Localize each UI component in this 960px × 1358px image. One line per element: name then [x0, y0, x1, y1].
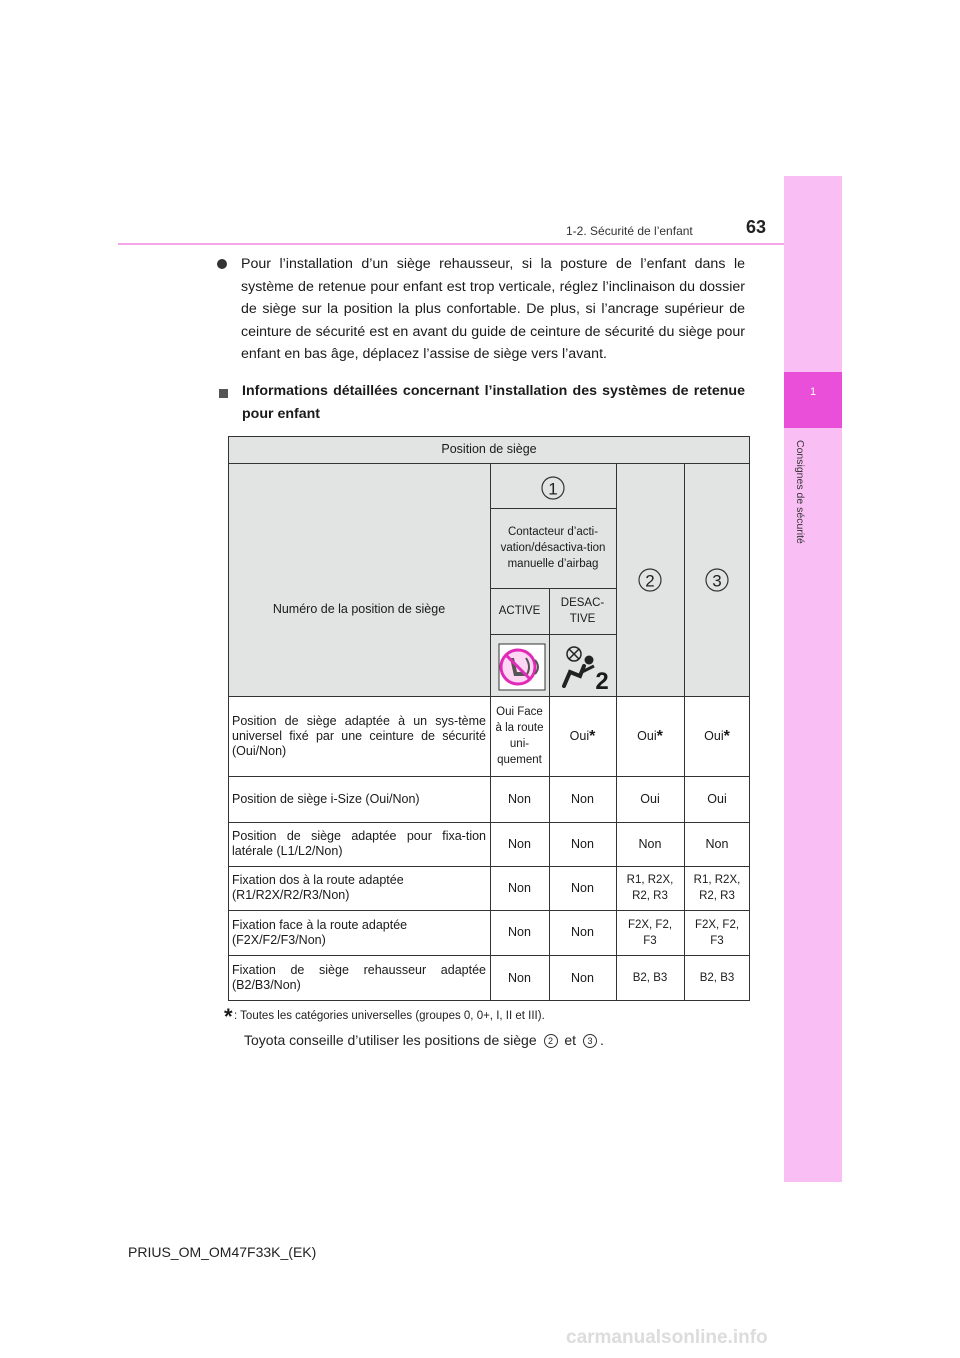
airbag-switch-label: Contacteur d’acti-vation/désactiva-tion manuelle d’airbag — [500, 526, 606, 570]
watermark: carmanualsonline.info — [566, 1327, 768, 1348]
bullet-paragraph: Pour l’installation d’un siège rehausseur, si la posture de l’enfant dans le système de retenue pour enfant est trop verticale, réglez l’inclinaison du dossier de siège sur la position la plus confortable. De plus, si l’ancrage supérieur de ceinture de sécurité est en avant du guide de ceinture de sécurité du siège pour enfant en bas âge, déplacez l’assise de siège vers l’avant. — [241, 256, 745, 363]
cell-r3-c4: Non — [705, 836, 729, 851]
row-label-rear-facing: Fixation dos à la route adaptée (R1/R2X/R2/R3/Non) — [232, 873, 404, 902]
table-title: Position de siège — [441, 442, 537, 456]
seat-3-ref-icon: 3 — [583, 1034, 597, 1048]
chapter-sidebar — [784, 176, 842, 1182]
row-label-universal-belt — [228, 696, 490, 776]
icon-badge-2: 2 — [595, 667, 609, 695]
cell-r2-c3: Oui — [640, 791, 660, 806]
switch-state-active: ACTIVE — [498, 605, 541, 617]
cell-r3-c3: Non — [638, 836, 662, 851]
cell-r6-c1: Non — [508, 970, 531, 985]
section-heading: Informations détaillées concernant l’installation des systèmes de retenue pour enfant — [242, 383, 745, 422]
cell-r2-c1: Non — [508, 791, 531, 806]
chapter-title-text: Consignes de sécurité — [794, 440, 806, 544]
cell-r6-c4: B2, B3 — [699, 972, 735, 984]
row-label-lateral: Position de siège adaptée pour fixa-tion latérale (L1/L2/Non) — [232, 829, 486, 858]
cell-r3-c1: Non — [508, 836, 531, 851]
document-code: PRIUS_OM_OM47F33K_(EK) — [128, 1244, 317, 1260]
row-label-isize: Position de siège i-Size (Oui/Non) — [232, 791, 420, 806]
seat-number-2-text: 2 — [645, 571, 655, 591]
page-number: 63 — [746, 217, 767, 237]
cell-r2-c4: Oui — [707, 791, 727, 806]
footnote-star-ref: * — [656, 727, 663, 745]
chapter-number: 1 — [809, 386, 817, 398]
switch-state-desactive: DESAC-TIVE — [560, 597, 605, 625]
cell-r4-c2: Non — [571, 880, 594, 895]
row-label-booster: Fixation de siège rehausseur adaptée (B2/B3/Non) — [232, 963, 486, 992]
footnote-star-ref: * — [589, 727, 596, 745]
row-label-forward-facing: Fixation face à la route adaptée (F2X/F2/F3/Non) — [232, 917, 408, 947]
cell-r5-c1: Non — [508, 925, 531, 939]
section-title: 1-2. Sécurité de l’enfant — [566, 224, 693, 238]
seat-2-ref-icon: 2 — [544, 1034, 558, 1048]
cell-r4-c4: R1, R2X, R2, R3 — [693, 874, 741, 902]
cell-r5-c4: F2X, F2, F3 — [694, 918, 740, 947]
airbag-on-no-child-seat-icon — [499, 644, 545, 690]
footnote-text: : Toutes les catégories universelles (groupes 0, 0+, I, II et III). — [234, 1010, 545, 1022]
bullet-dot — [217, 259, 227, 269]
recommendation: Toyota conseille d’utiliser les positions de siège 2 et 3 . — [244, 1032, 604, 1048]
header-rule — [118, 243, 784, 245]
footnote-marker: * — [224, 1004, 233, 1029]
chapter-title — [794, 440, 814, 580]
footnote-star-ref: * — [723, 727, 730, 745]
chapter-tab-active[interactable] — [784, 372, 842, 428]
cell-r6-c3: B2, B3 — [632, 972, 668, 984]
seat-number-3-text: 3 — [712, 571, 722, 591]
cell-r6-c2: Non — [571, 970, 594, 985]
cell-r1-c3: Oui * — [637, 727, 663, 745]
seat-position-number-label: Numéro de la position de siège — [272, 602, 446, 616]
cell-r4-c3: R1, R2X, R2, R3 — [626, 874, 674, 902]
child-seat-table — [228, 436, 750, 1001]
row-label-text: Position de siège adaptée à un sys-tème universel fixé par une ceinture de sécurité (Oui/Non) — [232, 713, 486, 758]
cell-r1-c4: Oui * — [704, 727, 730, 745]
cell-r5-c2: Non — [571, 925, 594, 939]
seat-number-1-text: 1 — [548, 479, 558, 499]
cell-r3-c2: Non — [571, 836, 594, 851]
cell-r4-c1: Non — [508, 880, 531, 895]
cell-r5-c3: F2X, F2, F3 — [627, 918, 673, 947]
cell-r1-c1: Oui Face à la route uni-quement — [495, 706, 544, 766]
cell-r1-c2: Oui * — [569, 727, 596, 745]
cell-r2-c2: Non — [571, 791, 594, 806]
square-bullet — [219, 389, 228, 398]
